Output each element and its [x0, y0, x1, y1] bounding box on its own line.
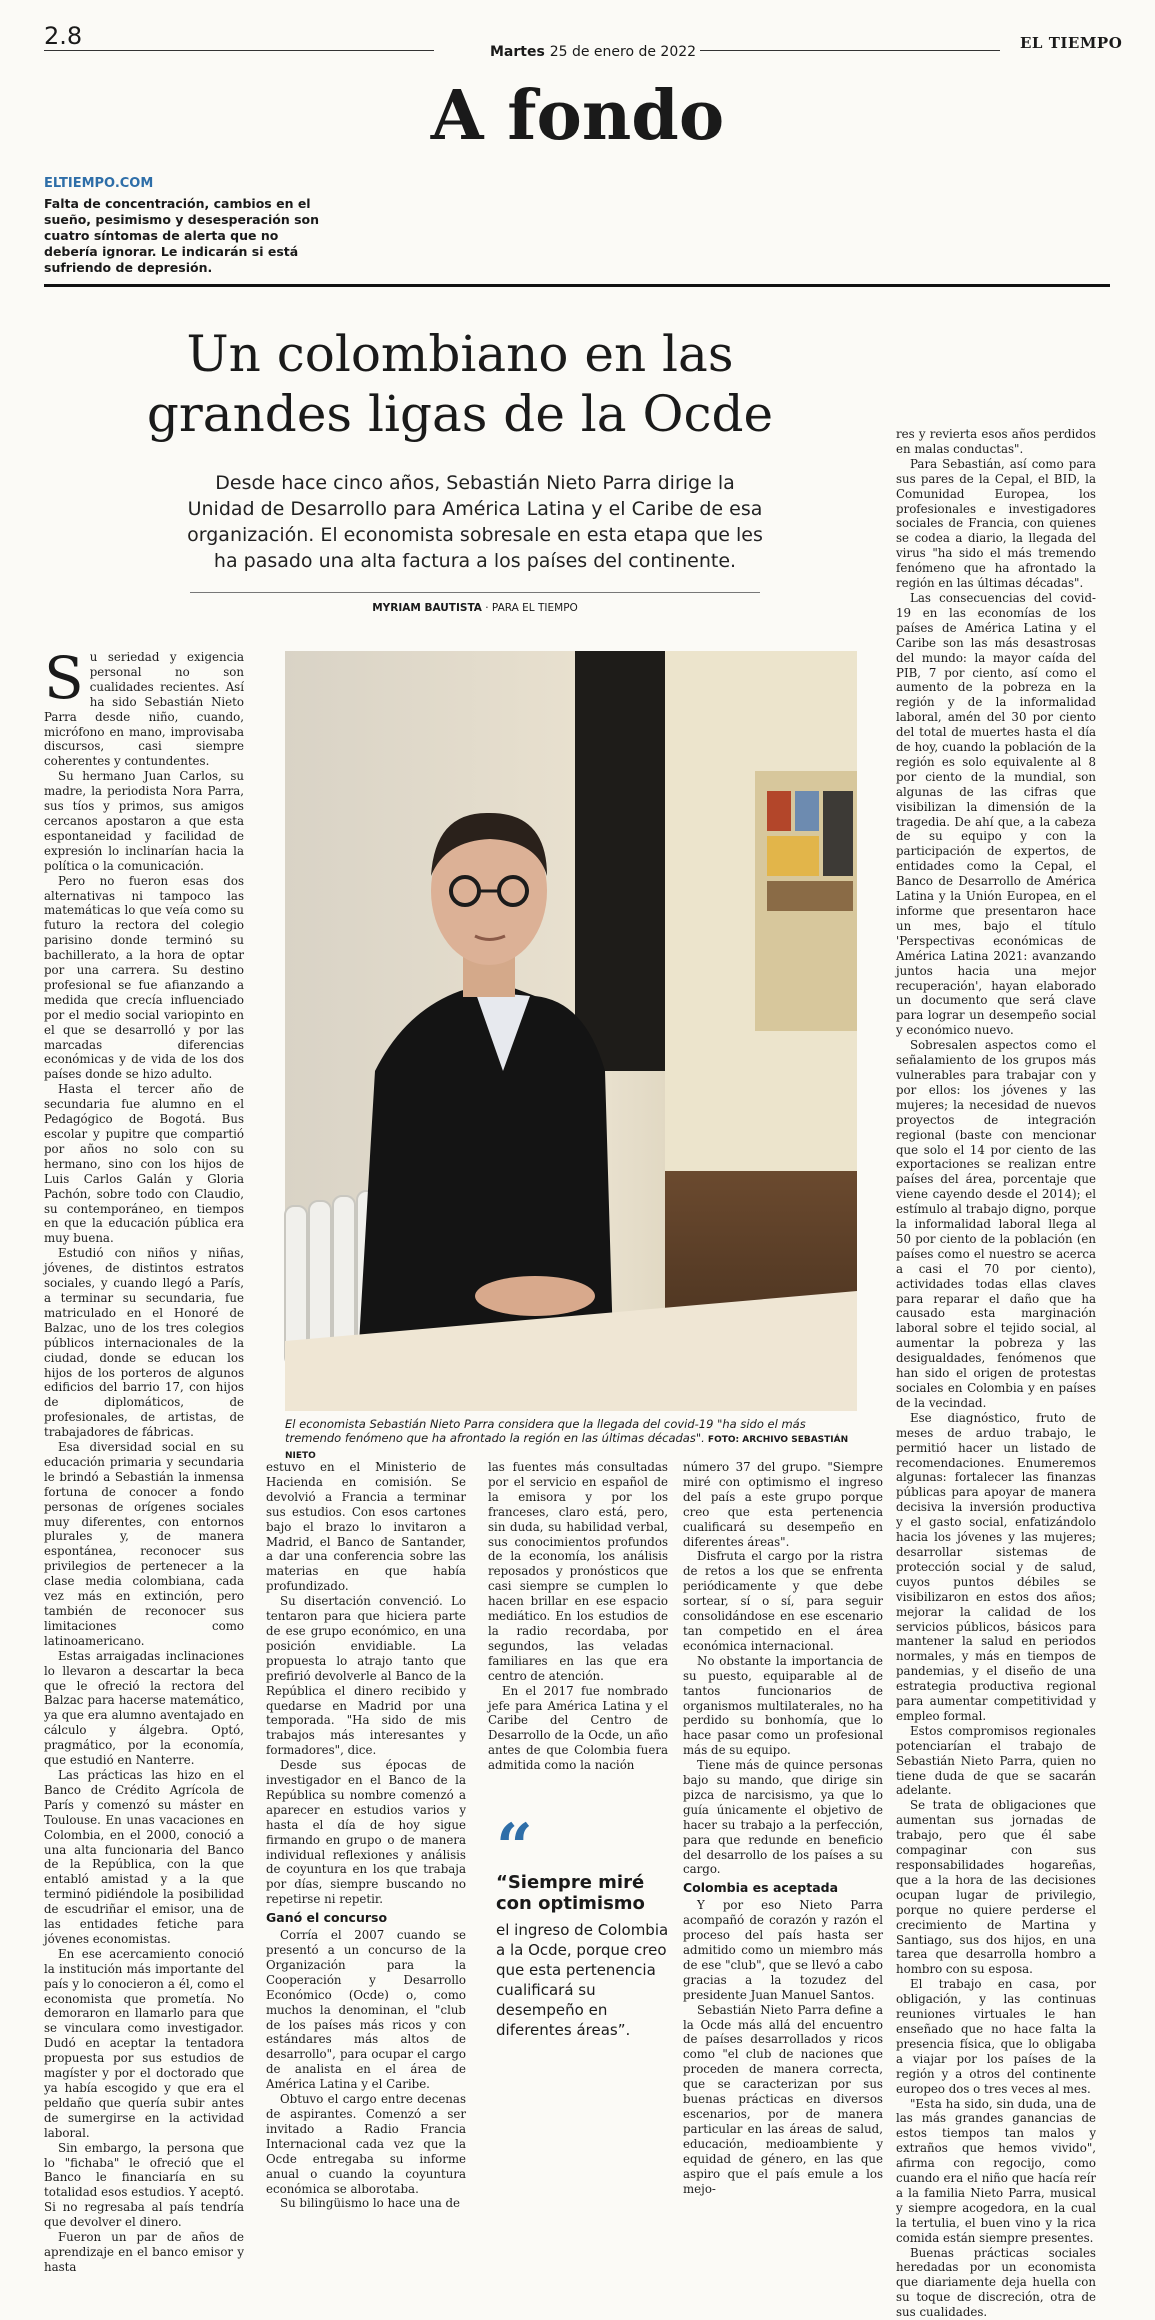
section-divider [44, 284, 1110, 287]
issue-date-rest: 25 de enero de 2022 [549, 44, 697, 60]
article-dek: Desde hace cinco años, Sebastián Nieto Parra dirige la Unidad de Desarrollo para América Latina y el Caribe de esa organización. El economista sobresale en esta etapa que les ha pasado una alta factura a los países del continente. [187, 472, 763, 572]
paragraph: Desde sus épocas de investigador en el Banco de la República su nombre comenzó a aparecer en estudios varios y hasta el día de hoy sigue firmando en grupo o de manera individual reflexiones y análisis de coyuntura en los que trabaja por días, siempre buscando no repetirse ni repetir. [266, 1758, 466, 1907]
paragraph: Se trata de obligaciones que aumentan sus jornadas de trabajo, pero que él sabe compaginar con sus responsabilidades hogareñas, que a la hora de las decisiones ocupan lugar de privilegio, porque no quiere perderse el crecimiento de Martina y Santiago, sus dos hijos, en una tarea que desarrolla hombro a hombro con su esposa. [896, 1798, 1096, 1977]
pull-quote-body: el ingreso de Colombia a la Ocde, porque creo que esta pertenencia cualificará su desempeño en diferentes áreas”. [496, 1921, 669, 2039]
article-column-2 [266, 1460, 466, 2211]
paragraph: Ese diagnóstico, fruto de meses de arduo trabajo, le permitió hacer un listado de recomendaciones. Enumeremos algunas: fortalecer las finanzas públicas para apoyar de manera decisiva la inversión productiva y el gasto social, enfatizándolo hacia los jóvenes y las mujeres; desarrollar sistemas de protección social y de salud, cuyos puntos débiles se visibilizaron en estos dos años; mejorar la calidad de los servicios públicos, básicos para mantener la salud en periodos normales, y más en tiempos de pandemias, y el diseño de una estrategia productiva regional para aumentar competitividad y empleo formal. [896, 1410, 1096, 1723]
header-rule-right [700, 50, 1000, 51]
site-link[interactable]: ELTIEMPO.COM [44, 176, 154, 191]
paragraph: Obtuvo el cargo entre decenas de aspirantes. Comenzó a ser invitado a Radio Francia Internacional cada vez que la Ocde entregaba su informe anual o cuando la coyuntura económica se alborotaba. [266, 2092, 466, 2196]
paragraph: El trabajo en casa, por obligación, y las continuas reuniones virtuales le han enseñado que no hace falta la presencia física, que lo obligaba a viajar por los países de la región y a otros del continente europeo dos o tres veces al mes. [896, 1977, 1096, 2096]
paragraph: Sobresalen aspectos como el señalamiento de los grupos más vulnerables para trabajar con y por ellos: los jóvenes y las mujeres; la necesidad de nuevos proyectos de integración regional (baste con mencionar que solo el 14 por ciento de las exportaciones se realizan entre países del área, porcentaje que viene cayendo desde el 2014); el estímulo al trabajo digno, porque la informalidad laboral llega al 50 por ciento de la población (en países como el nuestro se acerca a casi el 70 por ciento), actividades todas ellas claves para reparar el daño que ha causado esta marginación laboral sobre el tejido social, al aumentar la pobreza y las desigualdades, fenómenos que han sido el origen de protestas sociales en Colombia y en países de la vecindad. [896, 1038, 1096, 1410]
paragraph: Corría el 2007 cuando se presentó a un concurso de la Organización para la Cooperación y Desarrollo Económico (Ocde) o, como muchos la denominan, el "club de los países más ricos y con estándares más altos de desarrollo", para ocupar el cargo de analista en el área de América Latina y el Caribe. [266, 1928, 466, 2092]
paragraph: número 37 del grupo. "Siempre miré con optimismo el ingreso del país a este grupo porque creo que esta pertenencia cualificará su desempeño en diferentes áreas". [683, 1460, 883, 1549]
paragraph: Y por eso Nieto Parra acompañó de corazón y razón el proceso del país hasta ser admitido como un miembro más de ese "club", que se llevó a cabo gracias a la tozudez del presidente Juan Manuel Santos. [683, 1898, 883, 2002]
paragraph: Buenas prácticas sociales heredadas por un economista que diariamente deja huella con su toque de discreción, otra de sus cualidades. [896, 2245, 1096, 2320]
paragraph: "Esta ha sido, sin duda, una de las más grandes ganancias de estos tiempos tan malos y extraños que hemos vivido", afirma con regocijo, como cuando era el niño que hacía reír a la familia Nieto Parra, musical y siempre acogedora, en la cual la tertulia, el buen vino y la rica comida están siempre presentes. [896, 2096, 1096, 2245]
caption-text: El economista Sebastián Nieto Parra considera que la llegada del covid-19 "ha sido el más tremendo fenómeno que ha afrontado la región en las últimas décadas". [285, 1417, 806, 1445]
quote-mark-icon: “ [496, 1810, 533, 1885]
article-column-1 [44, 644, 244, 2274]
paragraph: las fuentes más consultadas por el servicio en español de la emisora y por los franceses, claro está, pero, sin duda, su habilidad verbal, sus conocimientos profundos de la economía, los análisis reposados y pronósticos que casi siempre se cumplen lo hacen brillar en ese espacio mediático. En los estudios de la radio recordaba, por segundos, las veladas familiares en las que era centro de atención. [488, 1460, 668, 1683]
paragraph: res y revierta esos años perdidos en malas conductas". [896, 427, 1096, 456]
paragraph: Estos compromisos regionales potenciarían el trabajo de Sebastián Nieto Parra, quien no tiene duda de que se sacarán adelante. [896, 1723, 1096, 1798]
paragraph: Sebastián Nieto Parra define a la Ocde más allá del encuentro de países desarrollados y ricos como "el club de naciones que proceden de manera correcta, que se caracterizan por sus buenas prácticas en diversos escenarios, por de manera particular en las áreas de salud, educación, medioambiente y equidad de género, en las que aspiro que el país emule a los mejo- [683, 2002, 883, 2196]
article-column-4 [683, 1460, 883, 2196]
article-photo [285, 651, 857, 1411]
paragraph: En ese acercamiento conoció la institución más importante del país y lo conocieron a él, como el economista que prometía. No demoraron en llamarlo para que se vinculara como investigador. Dudó en aceptar la tentadora propuesta por sus estudios de magíster y por el doctorado que ya había escogido y que era el peldaño que quería subir antes de sumergirse en la actividad laboral. [44, 1946, 244, 2140]
paragraph: Su disertación convenció. Lo tentaron para que hiciera parte de ese grupo económico, en una posición envidiable. La propuesta lo atrajo tanto que prefirió devolverle al Banco de la República el dinero recibido y quedarse en Madrid por una temporada. "Ha sido de mis trabajos más interesantes y formadores", dice. [266, 1594, 466, 1758]
page-number: 2.8 [44, 22, 83, 50]
paragraph: Disfruta el cargo por la ristra de retos a los que se enfrenta periódicamente y que debe sortear, sí o sí, para seguir consolidándose en ese escenario tan competido en el área económica internacional. [683, 1549, 883, 1653]
paragraph: Hasta el tercer año de secundaria fue alumno en el Pedagógico de Bogotá. Bus escolar y pupitre que compartió por años no solo con su hermano, sino con los hijos de Luis Carlos Galán y Gloria Pachón, sobre todo con Claudio, su contemporáneo, en tiempos en que la educación pública era muy buena. [44, 1082, 244, 1246]
article-headline: Un colombiano en las grandes ligas de la Ocde [146, 325, 774, 443]
paragraph: En el 2017 fue nombrado jefe para América Latina y el Caribe del Centro de Desarrollo de la Ocde, un año antes de que Colombia fuera admitida como la nación [488, 1683, 668, 1773]
paragraph: Sin embargo, la persona que lo "fichaba" le ofreció que el Banco le financiaría en su totalidad esos estudios. Y aceptó. Si no regresaba al país tendría que devolver el dinero. [44, 2140, 244, 2230]
paragraph: Su bilingüismo lo hace una de [280, 2196, 461, 2211]
byline-affiliation: · PARA EL TIEMPO [481, 602, 578, 614]
photo-caption [285, 1417, 857, 1463]
issue-date-day: Martes [490, 44, 545, 60]
portrait-photo [285, 651, 857, 1411]
pull-quote [496, 1810, 674, 2040]
paragraph: Su hermano Juan Carlos, su madre, la periodista Nora Parra, sus tíos y primos, sus amigos cercanos apostaron a que esta espontaneidad y facilidad de expresión lo inclinarían hacia la política o la comunicación. [44, 769, 244, 873]
byline [190, 602, 760, 614]
article-column-5 [896, 427, 1096, 2320]
paragraph: Fueron un par de años de aprendizaje en el banco emisor y hasta [44, 2230, 244, 2274]
drop-cap: S [44, 644, 84, 712]
section-title: A fondo [430, 76, 725, 156]
paragraph: Estudió con niños y niñas, jóvenes, de distintos estratos sociales, y cuando llegó a París, a terminar su secundaria, fue matriculado en el Honoré de Balzac, uno de los tres colegios públicos internacionales de la ciudad, donde se educan los hijos de los porteros de algunos edificios del barrio 17, con hijos de diplomáticos, de profesionales, de artistas, de trabajadores de fábricas. [44, 1246, 244, 1440]
byline-author: MYRIAM BAUTISTA [372, 602, 482, 614]
paragraph: u seriedad y exigencia personal no son cualidades recientes. Así ha sido Sebastián Nieto Parra desde niño, cuando, micrófono en mano, improvisaba discursos, casi siempre coherentes y contundentes. [44, 650, 244, 769]
header-rule-left [44, 50, 434, 51]
paragraph: Las prácticas las hizo en el Banco de Crédito Agrícola de París y comenzó su máster en Toulouse. En unas vacaciones en Colombia, en el 2000, conoció a una alta funcionaria del Banco de la República, con la que entabló amistad y a la que terminó pidiéndole la posibilidad de escudriñar el emisor, una de las entidades fetiche para jóvenes economistas. [44, 1767, 244, 1946]
paragraph: Estas arraigadas inclinaciones lo llevaron a descartar la beca que le ofreció la rectora del Balzac para hacerse matemático, ya que era alumno aventajado en cálculo y álgebra. Optó, pragmático, por la economía, que estudió en Nanterre. [44, 1648, 244, 1768]
issue-date [490, 44, 696, 60]
teaser-text: Falta de concentración, cambios en el sueño, pesimismo y desesperación son cuatro síntomas de alerta que no debería ignorar. Le indicarán si está sufriendo de depresión. [44, 196, 320, 275]
photo-credit: FOTO: ARCHIVO SEBASTIÁN NIETO [285, 1435, 849, 1461]
paragraph: Para Sebastián, así como para sus pares de la Cepal, el BID, la Comunidad Europea, los profesionales e investigadores sociales de Francia, con quienes se codea a diario, la llegada del virus "ha sido el más tremendo fenómeno que ha afrontado la región en las últimas décadas". [896, 456, 1096, 591]
paragraph: Tiene más de quince personas bajo su mando, que dirige sin pizca de narcisismo, ya que lo guía únicamente el objetivo de hacer su trabajo a la perfección, para que redunde en beneficio del desarrollo de los países a su cargo. [683, 1758, 883, 1877]
article-column-3 [488, 1460, 668, 1800]
byline-rule [190, 592, 760, 593]
paragraph: Las consecuencias del covid-19 en las economías de los países de América Latina y el Caribe son las más desastrosas del mundo: la mayor caída del PIB, 7 por ciento, así como el aumento de la pobreza en la región y de la informalidad laboral, amén del 30 por ciento del total de muertes hasta el día de hoy, cuando la población de la región es solo equivalente al 8 por ciento de la mundial, son algunas de las cifras que visibilizan la dimensión de la tragedia. De ahí que, a la cabeza de su equipo y con la participación de expertos, de entidades como la Cepal, el Banco de Desarrollo de América Latina y la Unión Europea, en el informe que presentaron hace un mes, bajo el título 'Perspectivas económicas de América Latina 2021: avanzando juntos hacia una mejor recuperación', hayan elaborado un documento que será clave para lograr un desempeño social y económico nuevo. [896, 590, 1096, 1038]
pull-quote-title: “Siempre miré con optimismo [496, 1872, 645, 1914]
masthead-logo: EL TIEMPO [1020, 34, 1123, 52]
subheading: Ganó el concurso [266, 1910, 388, 1926]
paragraph: Pero no fueron esas dos alternativas ni tampoco las matemáticas lo que veía como su futuro la rectora del colegio parisino donde terminó su bachillerato, a la hora de optar por una carrera. Su destino profesional se fue afianzando a medida que crecía influenciado por el medio social variopinto en el que se desarrolló y por las marcadas diferencias económicas y de vida de los dos países donde se hizo adulto. [44, 873, 244, 1082]
paragraph: Esa diversidad social en su educación primaria y secundaria le brindó a Sebastián la inmensa fortuna de conocer a fondo personas de orígenes sociales muy diferentes, con entornos plurales y, de manera espontánea, reconocer sus privilegios de pertenecer a la clase media colombiana, cada vez más en extinción, pero también de reconocer sus limitaciones como latinoamericano. [44, 1440, 244, 1648]
paragraph: estuvo en el Ministerio de Hacienda en comisión. Se devolvió a Francia a terminar sus estudios. Con esos cartones bajo el brazo lo invitaron a Madrid, el Banco de Santander, a dar una conferencia sobre las materias en que había profundizado. [266, 1460, 466, 1594]
paragraph: No obstante la importancia de su puesto, equiparable al de tantos funcionarios de organismos multilaterales, no ha perdido su bonhomía, que lo hace pasar como un profesional más de su equipo. [683, 1653, 883, 1758]
subheading: Colombia es aceptada [683, 1880, 839, 1896]
